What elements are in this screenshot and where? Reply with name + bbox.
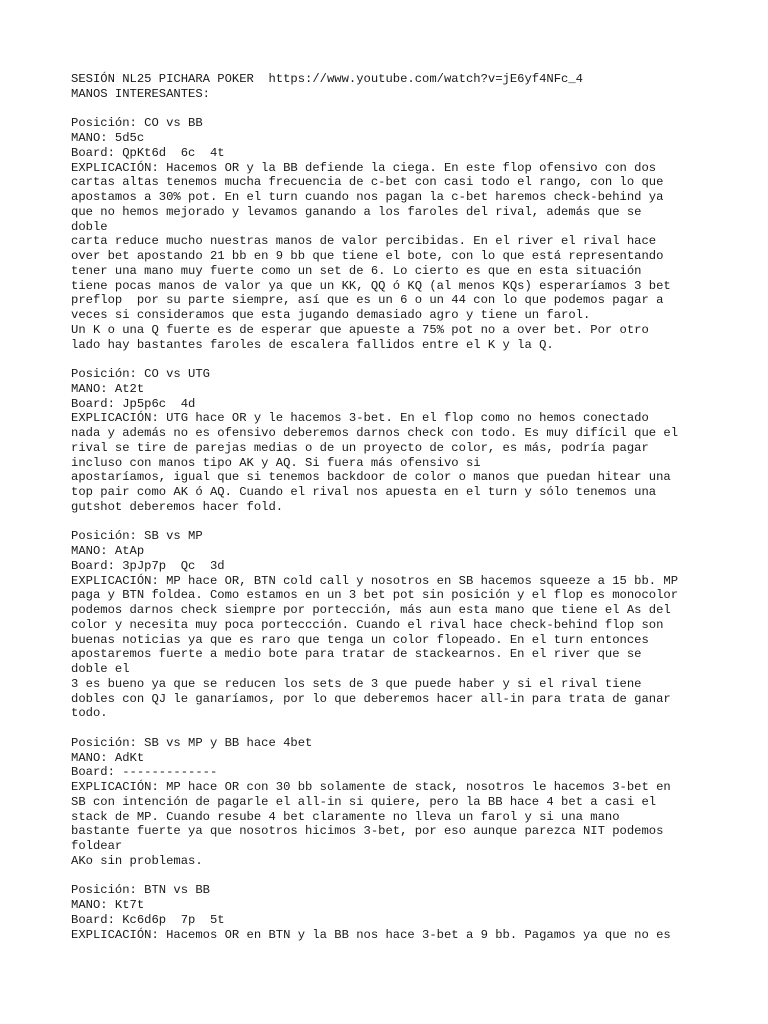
blank-line — [71, 869, 711, 884]
explanation-line: AKo sin problemas. — [71, 853, 203, 868]
hand-cards: MANO: AdKt — [71, 750, 145, 765]
document-page — [71, 72, 711, 942]
explanation-line: gutshot deberemos hacer fold. — [71, 499, 284, 514]
explanation-line: buenas noticias ya que es raro que tenga un color flopeado. En el turn entonces — [71, 632, 649, 647]
hands-list — [71, 102, 711, 943]
explanation-line: stack de MP. Cuando resube 4 bet claramente no lleva un farol y si una mano — [71, 809, 620, 824]
hand-section — [71, 515, 711, 722]
explanation-line: top pair como AK ó AQ. Cuando el rival nos apuesta en el turn y sólo tenemos una — [71, 485, 657, 499]
hand-position: Posición: BTN vs BB — [71, 883, 210, 898]
explanation-line: EXPLICACIÓN: MP hace OR, BTN cold call y nosotros en SB hacemos squeeze a 15 bb. MP — [71, 573, 679, 588]
blank-line — [71, 721, 711, 736]
hand-board: Board: 3pJp7p Qc 3d — [71, 558, 225, 573]
hand-position: Posición: CO vs UTG — [71, 367, 210, 381]
hand-section — [71, 721, 711, 869]
explanation-line: que no hemos mejorado y levamos ganando a los faroles del rival, además que se — [71, 204, 642, 219]
explanation-line: cartas altas tenemos mucha frecuencia de c-bet con casi todo el rango, con lo que — [71, 175, 664, 190]
explanation-line: EXPLICACIÓN: UTG hace OR y le hacemos 3-bet. En el flop como no hemos conectado — [71, 411, 649, 426]
explanation-line: EXPLICACIÓN: Hacemos OR y la BB defiende la ciega. En este flop ofensivo con dos — [71, 160, 657, 175]
explanation-line: podemos darnos check siempre por portección, más aun esta mano que tiene el As del — [71, 603, 671, 617]
explanation-line: paga y BTN foldea. Como estamos en un 3 bet pot sin posición y el flop es monocolor — [71, 588, 679, 603]
blank-line — [71, 352, 711, 367]
explanation-line: preflop por su parte siempre, así que es un 6 o un 44 con lo que podemos pagar a — [71, 293, 664, 308]
hand-board: Board: ------------- — [71, 765, 218, 780]
explanation-line: doble el — [71, 662, 130, 676]
hand-section — [71, 102, 711, 353]
hand-cards: MANO: At2t — [71, 381, 145, 396]
document-title: SESIÓN NL25 PICHARA POKER https://www.youtube.com/watch?v=jE6yf4NFc_4 — [71, 72, 583, 86]
explanation-line: EXPLICACIÓN: MP hace OR con 30 bb solamente de stack, nosotros le hacemos 3-bet en — [71, 780, 671, 794]
blank-line — [71, 515, 711, 530]
explanation-line: Un K o una Q fuerte es de esperar que apueste a 75% pot no a over bet. Por otro — [71, 322, 649, 337]
explanation-line: todo. — [71, 706, 108, 721]
explanation-line: apostaríamos, igual que si tenemos backdoor de color o manos que puedan hitear una — [71, 470, 671, 485]
explanation-line: carta reduce mucho nuestras manos de valor percibidas. En el river el rival hace — [71, 234, 657, 249]
hand-board: Board: QpKt6d 6c 4t — [71, 145, 225, 160]
explanation-line: over bet apostando 21 bb en 9 bb que tiene el bote, con lo que está representando — [71, 249, 664, 263]
hand-cards: MANO: 5d5c — [71, 131, 145, 145]
explanation-line: tiene pocas manos de valor ya que un KK, QQ ó KQ (al menos KQs) esperaríamos 3 bet — [71, 278, 671, 293]
explanation-line: EXPLICACIÓN: Hacemos OR en BTN y la BB nos hace 3-bet a 9 bb. Pagamos ya que no es — [71, 927, 671, 942]
hand-board: Board: Jp5p6c 4d — [71, 396, 196, 411]
hand-cards: MANO: AtAp — [71, 544, 145, 558]
explanation-line: apostamos a 30% pot. En el turn cuando nos pagan la c-bet haremos check-behind ya — [71, 190, 664, 204]
explanation-line: nada y además no es ofensivo deberemos darnos check con todo. Es muy difícil que el — [71, 426, 679, 440]
explanation-line: apostaremos fuerte a medio bote para tratar de stackearnos. En el river que se — [71, 647, 642, 662]
hand-section — [71, 352, 711, 514]
hand-position: Posición: CO vs BB — [71, 116, 203, 131]
explanation-line: lado hay bastantes faroles de escalera fallidos entre el K y la Q. — [71, 337, 554, 352]
hand-section — [71, 869, 711, 943]
explanation-line: foldear — [71, 839, 123, 853]
blank-line — [71, 102, 711, 117]
document-subtitle: MANOS INTERESANTES: — [71, 86, 210, 101]
hand-position: Posición: SB vs MP — [71, 529, 203, 544]
explanation-line: SB con intención de pagarle el all-in si quiere, pero la BB hace 4 bet a casi el — [71, 794, 657, 809]
explanation-line: bastante fuerte ya que nosotros hicimos 3-bet, por eso aunque parezca NIT podemos — [71, 824, 664, 839]
explanation-line: dobles con QJ le ganaríamos, por lo que deberemos hacer all-in para trata de ganar — [71, 691, 671, 706]
explanation-line: rival se tire de parejas medias o de un proyecto de color, es más, podría pagar — [71, 440, 649, 455]
hand-position: Posición: SB vs MP y BB hace 4bet — [71, 735, 313, 750]
explanation-line: color y necesita muy poca porteccción. Cuando el rival hace check-behind flop son — [71, 617, 664, 632]
explanation-line: tener una mano muy fuerte como un set de 6. Lo cierto es que en esta situación — [71, 263, 642, 278]
explanation-line: 3 es bueno ya que se reducen los sets de 3 que puede haber y si el rival tiene — [71, 676, 642, 691]
explanation-line: incluso con manos tipo AK y AQ. Si fuera más ofensivo si — [71, 455, 481, 470]
hand-cards: MANO: Kt7t — [71, 898, 145, 912]
hand-board: Board: Kc6d6p 7p 5t — [71, 912, 225, 927]
explanation-line: doble — [71, 219, 108, 234]
explanation-line: veces si consideramos que esta jugando demasiado agro y tiene un farol. — [71, 308, 591, 322]
